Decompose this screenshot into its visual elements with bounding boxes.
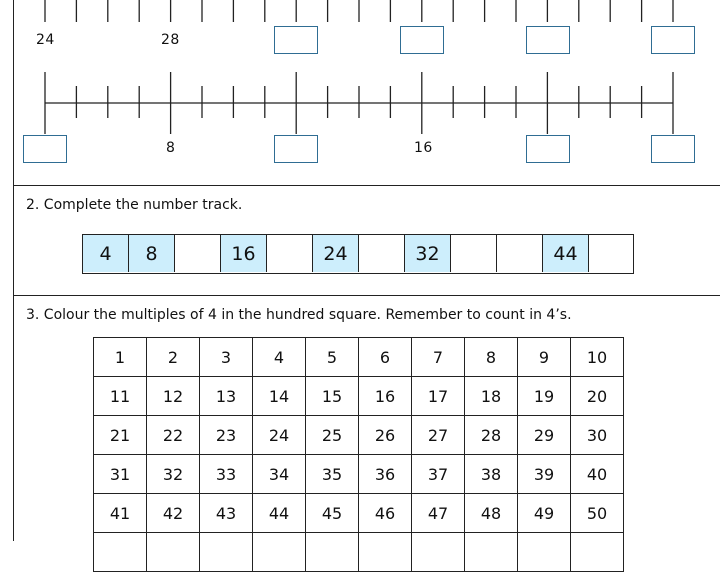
- hundred-square-cell[interactable]: 3: [200, 338, 253, 377]
- hundred-square-cell[interactable]: 37: [412, 455, 465, 494]
- hundred-square-cell[interactable]: 40: [571, 455, 624, 494]
- hundred-square-cell[interactable]: 10: [571, 338, 624, 377]
- hundred-square-cell[interactable]: 11: [94, 377, 147, 416]
- hundred-square-cell[interactable]: 21: [94, 416, 147, 455]
- hundred-square-cell[interactable]: 27: [412, 416, 465, 455]
- hundred-square-row: [94, 416, 624, 455]
- number-track-cell[interactable]: [451, 235, 497, 272]
- hundred-square-cell[interactable]: 9: [518, 338, 571, 377]
- hundred-square-cell[interactable]: 22: [147, 416, 200, 455]
- hundred-square-cell[interactable]: 20: [571, 377, 624, 416]
- hundred-square-cell[interactable]: 14: [253, 377, 306, 416]
- hundred-square-cell[interactable]: 33: [200, 455, 253, 494]
- hundred-square-cell[interactable]: 49: [518, 494, 571, 533]
- hundred-square-cell[interactable]: 26: [359, 416, 412, 455]
- hundred-square-row: [94, 377, 624, 416]
- hundred-square-cell[interactable]: 46: [359, 494, 412, 533]
- hundred-square-row: [94, 455, 624, 494]
- hundred-square-cell[interactable]: [94, 533, 147, 572]
- answer-box[interactable]: [526, 26, 570, 54]
- question-3-text: 3. Colour the multiples of 4 in the hundred square. Remember to count in 4’s.: [26, 307, 572, 323]
- hundred-square-cell[interactable]: [571, 533, 624, 572]
- hundred-square-cell[interactable]: 29: [518, 416, 571, 455]
- hundred-square-cell[interactable]: 16: [359, 377, 412, 416]
- hundred-square-cell[interactable]: 23: [200, 416, 253, 455]
- answer-box[interactable]: [23, 135, 67, 163]
- number-track-cell[interactable]: [359, 235, 405, 272]
- hundred-square-cell[interactable]: 6: [359, 338, 412, 377]
- hundred-square-cell[interactable]: 45: [306, 494, 359, 533]
- number-line-1: [0, 0, 720, 200]
- hundred-square-cell[interactable]: 24: [253, 416, 306, 455]
- hundred-square-cell[interactable]: 17: [412, 377, 465, 416]
- hundred-square-cell[interactable]: 43: [200, 494, 253, 533]
- hundred-square-cell[interactable]: 44: [253, 494, 306, 533]
- section-divider: [13, 295, 720, 296]
- hundred-square: [93, 337, 624, 572]
- hundred-square-cell[interactable]: 38: [465, 455, 518, 494]
- hundred-square-cell[interactable]: 13: [200, 377, 253, 416]
- hundred-square-cell[interactable]: 32: [147, 455, 200, 494]
- number-track-cell: 16: [221, 235, 267, 272]
- number-track-cell[interactable]: [497, 235, 543, 272]
- hundred-square-cell[interactable]: 19: [518, 377, 571, 416]
- number-line-2-label-8: 8: [166, 140, 176, 156]
- hundred-square-cell[interactable]: [306, 533, 359, 572]
- hundred-square-cell[interactable]: 47: [412, 494, 465, 533]
- hundred-square-cell[interactable]: 15: [306, 377, 359, 416]
- number-track-cell[interactable]: [589, 235, 633, 272]
- hundred-square-cell[interactable]: [518, 533, 571, 572]
- hundred-square-cell[interactable]: 18: [465, 377, 518, 416]
- answer-box[interactable]: [526, 135, 570, 163]
- answer-box[interactable]: [274, 26, 318, 54]
- hundred-square-row: [94, 338, 624, 377]
- number-track-cell: 24: [313, 235, 359, 272]
- hundred-square-cell[interactable]: 7: [412, 338, 465, 377]
- number-line-2-label-16: 16: [414, 140, 433, 156]
- question-2-text: 2. Complete the number track.: [26, 197, 243, 213]
- number-line-1-label-24: 24: [36, 32, 55, 48]
- hundred-square-cell[interactable]: [253, 533, 306, 572]
- hundred-square-cell[interactable]: 8: [465, 338, 518, 377]
- answer-box[interactable]: [400, 26, 444, 54]
- hundred-square-cell[interactable]: [359, 533, 412, 572]
- hundred-square-cell[interactable]: 35: [306, 455, 359, 494]
- hundred-square-cell[interactable]: 4: [253, 338, 306, 377]
- hundred-square-cell[interactable]: [200, 533, 253, 572]
- hundred-square-row: [94, 494, 624, 533]
- hundred-square-cell[interactable]: 31: [94, 455, 147, 494]
- answer-box[interactable]: [651, 26, 695, 54]
- hundred-square-cell[interactable]: 48: [465, 494, 518, 533]
- answer-box[interactable]: [651, 135, 695, 163]
- number-track-cell[interactable]: [267, 235, 313, 272]
- hundred-square-cell[interactable]: [147, 533, 200, 572]
- hundred-square-cell[interactable]: 25: [306, 416, 359, 455]
- hundred-square-cell[interactable]: 50: [571, 494, 624, 533]
- number-line-1-label-28: 28: [161, 32, 180, 48]
- hundred-square-row: [94, 533, 624, 572]
- hundred-square-cell[interactable]: 28: [465, 416, 518, 455]
- hundred-square-cell[interactable]: [412, 533, 465, 572]
- number-track: [82, 234, 634, 274]
- hundred-square-cell[interactable]: 30: [571, 416, 624, 455]
- hundred-square-cell[interactable]: 39: [518, 455, 571, 494]
- hundred-square-cell[interactable]: [465, 533, 518, 572]
- hundred-square-cell[interactable]: 5: [306, 338, 359, 377]
- hundred-square-cell[interactable]: 1: [94, 338, 147, 377]
- answer-box[interactable]: [274, 135, 318, 163]
- section-divider: [13, 185, 720, 186]
- hundred-square-cell[interactable]: 2: [147, 338, 200, 377]
- number-track-cell[interactable]: [175, 235, 221, 272]
- hundred-square-cell[interactable]: 42: [147, 494, 200, 533]
- hundred-square-cell[interactable]: 12: [147, 377, 200, 416]
- hundred-square-cell[interactable]: 34: [253, 455, 306, 494]
- hundred-square-cell[interactable]: 36: [359, 455, 412, 494]
- number-track-cell: 44: [543, 235, 589, 272]
- hundred-square-cell[interactable]: 41: [94, 494, 147, 533]
- number-track-cell: 4: [83, 235, 129, 272]
- number-track-cell: 8: [129, 235, 175, 272]
- number-track-cell: 32: [405, 235, 451, 272]
